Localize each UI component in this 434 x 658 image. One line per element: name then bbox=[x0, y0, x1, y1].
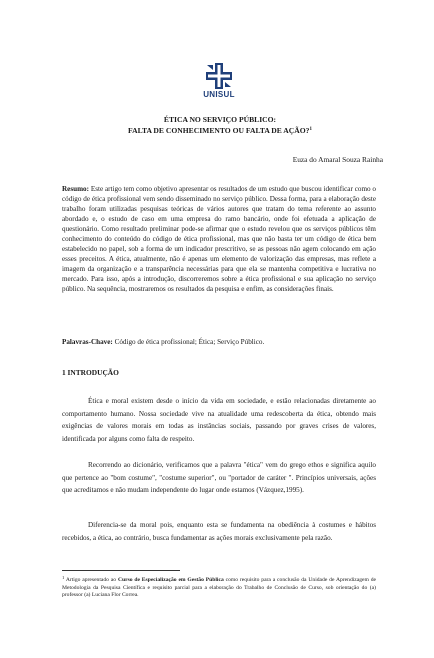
logo-text: UNISUL bbox=[203, 90, 235, 99]
abstract-label: Resumo: bbox=[62, 185, 89, 193]
keywords-text: Código de ética profissional; Ética; Serviço Público. bbox=[112, 338, 265, 346]
footnote bbox=[62, 574, 376, 600]
keywords bbox=[62, 337, 376, 347]
section-heading: 1 INTRODUÇÃO bbox=[62, 368, 119, 377]
footnote-mark: 1 bbox=[62, 575, 65, 580]
title-footnote-mark[interactable]: 1 bbox=[309, 127, 312, 132]
footnote-course: Curso de Especialização em Gestão Pública bbox=[117, 577, 224, 583]
abstract-text: Este artigo tem como objetivo apresentar os resultados de um estudo que buscou identificar como o código de ética profissional vem sendo disseminado no serviço público. Dessa forma, para a elaboração deste trabalho foram utilizadas pesquisas teóricas de vários autores que tratam do tema referente ao assunto abordado e, o estudo de caso em uma empresa do ramo bancário, onde foi efetuada a aplicação de questionário. Como resultado preliminar pode-se afirmar que o estudo revelou que os serviços públicos têm conhecimento do conteúdo do código de ética profissional, mas que não basta ter um código de ética bem estabelecido no papel, sob a forma de um indicador prescritivo, se as pessoas não agem colocando em ação esses preceitos. A ética, atualmente, não é apenas um elemento de valorização das empresas, mas reflete a imagem da organização e a transparência necessárias para que ela se mantenha competitiva e lucrativa no mercado. Para isso, após a introdução, discorreremos sobre a ética profissional e sua aplicação no serviço público. Na sequência, mostraremos os resultados da pesquisa e enfim, as considerações finais. bbox=[62, 185, 376, 294]
author-name: Euza do Amaral Souza Rainha bbox=[292, 155, 383, 164]
keywords-label: Palavras-Chave: bbox=[62, 338, 113, 346]
abstract bbox=[62, 184, 376, 295]
footnote-after: como requisito para a conclusão da Unidade de Aprendizagem de Metodologia da Pesquisa Científica e requisito parcial para a elaboração do Trabalho de Conclusão de Curso, sob orientação do (a) professor (a) Luciana Flor Correa. bbox=[62, 577, 377, 599]
title-line-2 bbox=[60, 124, 380, 136]
title-line-1: ÉTICA NO SERVIÇO PÚBLICO: bbox=[163, 115, 277, 124]
paragraph-3: Diferencia-se da moral pois, enquanto esta se fundamenta na obediência à costumes e hábitos recebidos, a ética, ao contrário, busca fundamentar as ações morais exclusivamente pela razão. bbox=[62, 521, 376, 542]
paragraph-1: Ética e moral existem desde o início da vida em sociedade, e estão relacionadas diretamente ao comportamento humano. Nossa sociedade vive na atualidade uma redescoberta da ética, obtendo mais exigências de valores morais em todas as instâncias sociais, passando por graves crises de valores, identificada por alguns como falta de respeito. bbox=[62, 397, 376, 443]
paragraph-2: Recorrendo ao dicionário, verificamos que a palavra "ética" vem do grego ethos e significa aquilo que pertence ao "bom costume", "costume superior", ou "portador de caráter ". Princípios universais, ações que acreditamos e não mudam independente do lugar onde estamos (Vázquez,1995). bbox=[62, 461, 376, 495]
footnote-before: Artigo apresentado ao bbox=[64, 577, 118, 583]
footnote-divider bbox=[62, 570, 180, 571]
title-line-2-text: FALTA DE CONHECIMENTO OU FALTA DE AÇÃO? bbox=[128, 126, 310, 135]
unisul-logo-icon bbox=[198, 62, 240, 90]
unisul-logo bbox=[198, 62, 240, 108]
